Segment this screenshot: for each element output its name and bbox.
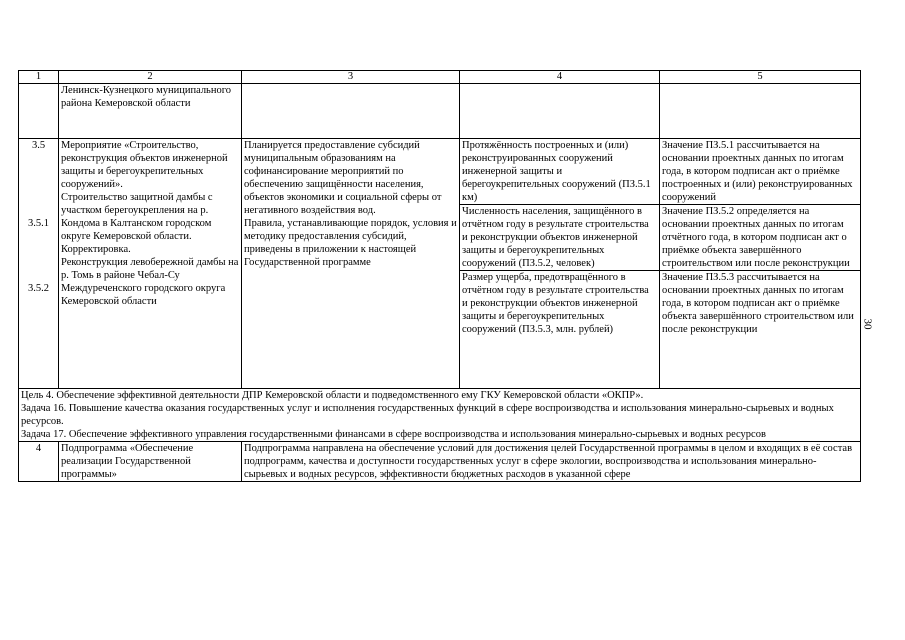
measure-item: Реконструкция левобережной дамбы на р. Томь в районе Чебал-Су Междуреченского городского округа Кемеровской области xyxy=(61,257,239,307)
measure-title: Мероприятие «Строительство, реконструкция объектов инженерной защиты и берегоукрепительных сооружений». xyxy=(61,140,228,190)
measure-item: Строительство защитной дамбы с участком берегоукрепления на р. Кондома в Калтанском городском округе Кемеровской области. Корректировка. xyxy=(61,192,213,255)
subprogram-name: Подпрограмма «Обеспечение реализации Государственной программы» xyxy=(59,442,242,482)
indicator-name: Протяжённость построенных и (или) реконструированных сооружений инженерной защиты и берегоукрепительных сооружений (ПЗ.5.1 км) xyxy=(460,139,660,205)
header-col-1: 1 xyxy=(19,71,59,84)
continuation-text: Ленинск-Кузнецкого муниципального района Кемеровской области xyxy=(59,84,242,139)
measure-numbers xyxy=(19,139,59,389)
measure-number: 3.5.2 xyxy=(28,283,49,294)
goals-row xyxy=(19,389,861,442)
indicator-name: Размер ущерба, предотвращённого в отчётном году в результате строительства и реконструкции объектов инженерной защиты и берегоукрепительных сооружений (ПЗ.5.3, млн. рублей) xyxy=(460,271,660,389)
mechanism-text: Планируется предоставление субсидий муниципальным образованиям на софинансирование мероприятий по обеспечению защищённости населения, объектов экономики и социальной сферы от негативного воздействия вод. xyxy=(244,140,442,216)
program-table xyxy=(18,70,861,482)
measure-number: 3.5 xyxy=(31,140,46,151)
task-17: Задача 17. Обеспечение эффективного управления государственными финансами в сфере воспроизводства и использования минерально-сырьевых и водных ресурсов xyxy=(21,429,766,440)
measure-mechanism xyxy=(242,139,460,389)
task-16: Задача 16. Повышение качества оказания государственных услуг и исполнения государственных функций в сфере воспроизводства и использования минерально-сырьевых и водных ресурсов. xyxy=(21,403,834,427)
header-col-5: 5 xyxy=(660,71,861,84)
header-col-4: 4 xyxy=(460,71,660,84)
indicator-method: Значение ПЗ.5.3 рассчитывается на основании проектных данных по итогам года, в котором подписан акт о приёмке объекта завершённого строительством или после реконструкции xyxy=(660,271,861,389)
measure-row-1 xyxy=(19,139,861,205)
header-col-2: 2 xyxy=(59,71,242,84)
measure-names xyxy=(59,139,242,389)
header-col-3: 3 xyxy=(242,71,460,84)
continuation-row xyxy=(19,84,861,139)
indicator-method: Значение ПЗ.5.2 определяется на основании проектных данных по итогам отчётного года, в котором подписан акт о приёмке объекта завершённого строительством или после реконструкции xyxy=(660,205,861,271)
indicator-name: Численность населения, защищённого в отчётном году в результате строительства и реконструкции объектов инженерной защиты и берегоукрепительных сооружений (ПЗ.5.2, человек) xyxy=(460,205,660,271)
indicator-method: Значение ПЗ.5.1 рассчитывается на основании проектных данных по итогам года, в котором подписан акт о приёмке построенных и (или) реконструированных сооружений xyxy=(660,139,861,205)
goals-block xyxy=(19,389,861,442)
mechanism-rules: Правила, устанавливающие порядок, условия и методику предоставления субсидий, приведены в приложении к настоящей Государственной программе xyxy=(244,218,457,268)
measure-number: 3.5.1 xyxy=(28,218,49,229)
page-number: 30 xyxy=(861,318,874,330)
goal-4: Цель 4. Обеспечение эффективной деятельности ДПР Кемеровской области и подведомственного ему ГКУ Кемеровской области «ОКПР». xyxy=(21,390,644,401)
subprogram-number: 4 xyxy=(19,442,59,482)
subprogram-description: Подпрограмма направлена на обеспечение условий для достижения целей Государственной программы в целом и входящих в её состав подпрограмм, качества и доступности государственных услуг в сфере экологии, воспроизводства и использования минерально-сырьевых и водных ресурсов, эффективности бюджетных расходов в указанной сфере xyxy=(242,442,861,482)
header-row xyxy=(19,71,861,84)
subprogram-row xyxy=(19,442,861,482)
